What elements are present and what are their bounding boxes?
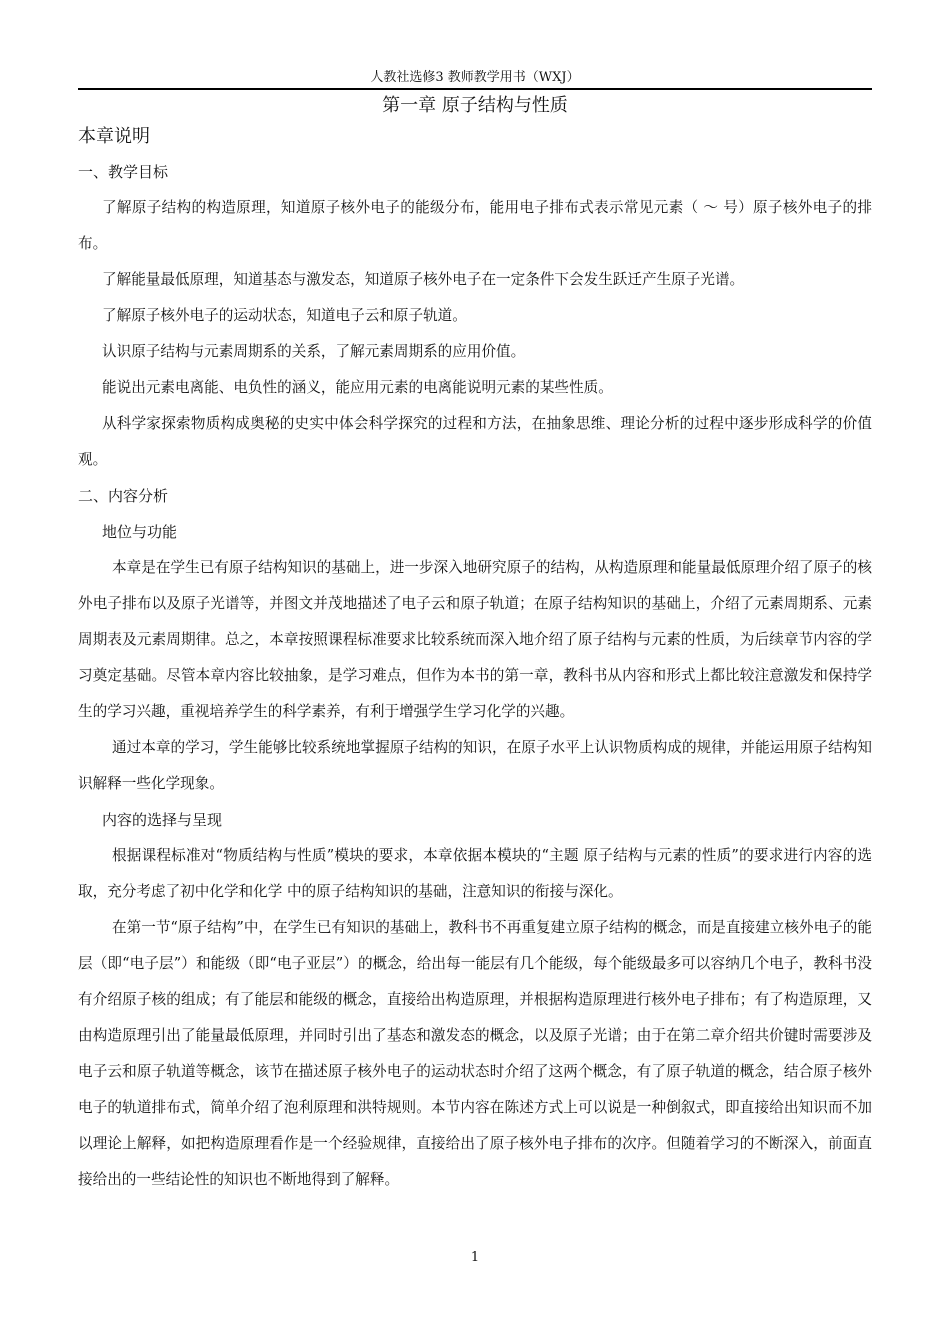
goal-paragraph: 了解能量最低原理，知道基态与激发态，知道原子核外电子在一定条件下会发生跃迁产生原子光谱。 [102,271,745,288]
subsection-heading-selection: 内容的选择与呈现 [102,811,223,829]
subsection-heading-role: 地位与功能 [102,523,178,541]
section-heading-content-analysis: 二、内容分析 [78,487,169,505]
body-paragraph: 通过本章的学习，学生能够比较系统地掌握原子结构的知识，在原子水平上认识物质构成的规律，并能运用原子结构知识解释一些化学现象。 [78,739,872,792]
section-heading-teaching-goals: 一、教学目标 [78,163,169,181]
page-content [78,120,872,1198]
goal-paragraph: 了解原子结构的构造原理，知道原子核外电子的能级分布，能用电子排布式表示常见元素（ ～ 号）原子核外电子的排布。 [78,199,872,252]
body-paragraph: 在第一节“原子结构”中，在学生已有知识的基础上，教科书不再重复建立原子结构的概念，而是直接建立核外电子的能层（即“电子层”）和能级（即“电子亚层”）的概念，给出每一能层有几个能级，每个能级最多可以容纳几个电子，教科书没有介绍原子核的组成；有了能层和能级的概念，直接给出构造原理，并根据构造原理进行核外电子排布；有了构造原理，又由构造原理引出了能量最低原理，并同时引出了基态和激发态的概念，以及原子光谱；由于在第二章介绍共价键时需要涉及电子云和原子轨道等概念，该节在描述原子核外电子的运动状态时介绍了这两个概念，有了原子轨道的概念，结合原子核外电子的轨道排布式，简单介绍了泡利原理和洪特规则。本节内容在陈述方式上可以说是一种倒叙式，即直接给出知识而不加以理论上解释，如把构造原理看作是一个经验规律，直接给出了原子核外电子排布的次序。但随着学习的不断深入，前面直接给出的一些结论性的知识也不断地得到了解释。 [78,919,872,1188]
intro-heading: 本章说明 [78,126,150,147]
goal-paragraph: 从科学家探索物质构成奥秘的史实中体会科学探究的过程和方法，在抽象思维、理论分析的过程中逐步形成科学的价值观。 [78,415,872,468]
body-paragraph: 根据课程标准对“物质结构与性质”模块的要求，本章依据本模块的“主题 原子结构与元素的性质”的要求进行内容的选取，充分考虑了初中化学和化学 中的原子结构知识的基础，注意知识的衔接与深化。 [78,847,872,900]
body-paragraph: 本章是在学生已有原子结构知识的基础上，进一步深入地研究原子的结构，从构造原理和能量最低原理介绍了原子的核外电子排布以及原子光谱等，并图文并茂地描述了电子云和原子轨道；在原子结构知识的基础上，介绍了元素周期系、元素周期表及元素周期律。总之，本章按照课程标准要求比较系统而深入地介绍了原子结构与元素的性质，为后续章节内容的学习奠定基础。尽管本章内容比较抽象，是学习难点，但作为本书的第一章，教科书从内容和形式上都比较注意激发和保持学生的学习兴趣，重视培养学生的科学素养，有利于增强学生学习化学的兴趣。 [78,559,872,720]
goal-paragraph: 能说出元素电离能、电负性的涵义，能应用元素的电离能说明元素的某些性质。 [102,379,613,396]
chapter-title: 第一章 原子结构与性质 [382,95,568,116]
goal-paragraph: 认识原子结构与元素周期系的关系，了解元素周期系的应用价值。 [102,343,526,360]
running-header: 人教社选修3 教师教学用书（WXJ） [78,70,872,90]
page-number: 1 [470,1250,480,1265]
goal-paragraph: 了解原子核外电子的运动状态，知道电子云和原子轨道。 [102,307,467,324]
